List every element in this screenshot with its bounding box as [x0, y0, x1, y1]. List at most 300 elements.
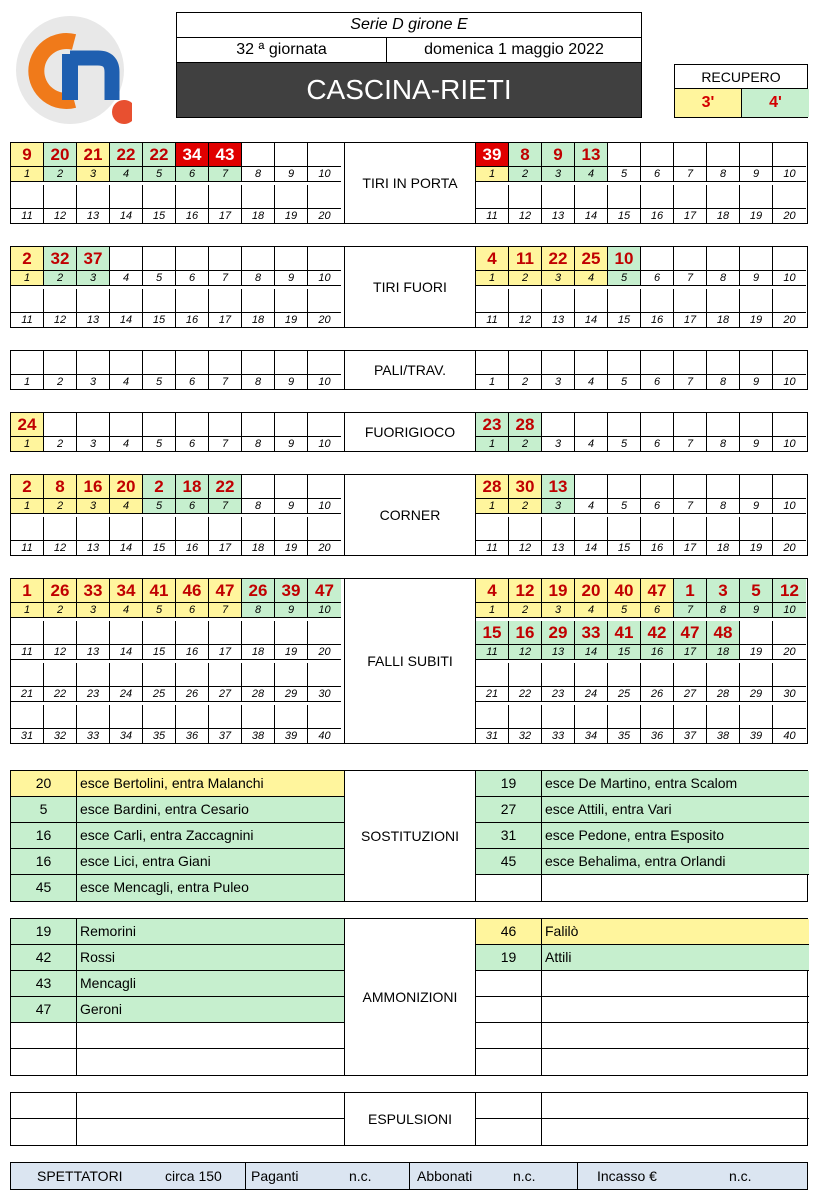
ammonizioni-home-row: [11, 971, 344, 997]
away-falli-value: 29: [542, 621, 575, 645]
away-tiri-porta-minute-slot: 11: [476, 209, 509, 224]
home-fuorigioco-value: [242, 413, 275, 437]
home-tiri-porta-value: 34: [176, 143, 209, 167]
home-tiri-fuori-value: [308, 247, 341, 271]
home-pali-value: [110, 351, 143, 375]
away-corner-minute-slot: 16: [641, 541, 674, 556]
home-tiri-porta-minute-slot: 19: [275, 209, 308, 224]
away-corner-value: [608, 517, 641, 541]
home-corner-value: 2: [143, 475, 176, 499]
home-falli-value: 47: [209, 579, 242, 603]
away-tiri-porta-value: [674, 143, 707, 167]
home-tiri-fuori-value: [275, 247, 308, 271]
home-corner-value: 22: [209, 475, 242, 499]
away-falli-minute-slot: 35: [608, 729, 641, 744]
home-falli-value: [77, 621, 110, 645]
stat-block-tiri-fuori: [10, 246, 808, 328]
away-pali-value: [608, 351, 641, 375]
away-tiri-fuori-value: [707, 247, 740, 271]
home-pali-value: [275, 351, 308, 375]
espulsioni-home-row: [11, 1093, 344, 1119]
home-pali-minute-slot: 4: [110, 375, 143, 390]
away-tiri-fuori-value: [740, 289, 773, 313]
away-falli-value: [542, 663, 575, 687]
away-pali-value: [707, 351, 740, 375]
away-corner-value: [707, 517, 740, 541]
away-corner-value: [575, 517, 608, 541]
espulsioni-home-row: [11, 1119, 344, 1145]
away-tiri-fuori-minute-slot: 9: [740, 271, 773, 286]
stat-label-tiri-porta: TIRI IN PORTA: [344, 143, 476, 223]
home-tiri-fuori-minute-slot: 17: [209, 313, 242, 328]
away-falli-value: 3: [707, 579, 740, 603]
home-tiri-porta-value: 20: [44, 143, 77, 167]
away-corner-value: [575, 475, 608, 499]
home-tiri-fuori-minute-slot: 18: [242, 313, 275, 328]
stat-block-fuorigioco: [10, 412, 808, 452]
home-tiri-fuori-value: [110, 289, 143, 313]
home-tiri-fuori-value: 2: [11, 247, 44, 271]
away-falli-value: [740, 705, 773, 729]
away-falli-value: [674, 663, 707, 687]
event-description: Geroni: [80, 1001, 123, 1017]
home-falli-minute-slot: 32: [44, 729, 77, 744]
away-tiri-porta-value: [740, 143, 773, 167]
home-fuorigioco-value: 24: [11, 413, 44, 437]
away-tiri-fuori-value: 25: [575, 247, 608, 271]
home-tiri-porta-minute-slot: 15: [143, 209, 176, 224]
sostituzioni-home-row: [11, 823, 344, 849]
sostituzioni-away-row: [476, 875, 809, 901]
away-corner-minute-slot: 4: [575, 499, 608, 514]
home-tiri-fuori-value: [143, 247, 176, 271]
home-tiri-porta-minute-slot: 10: [308, 167, 341, 182]
away-fuorigioco-minute-slot: 9: [740, 437, 773, 452]
home-falli-minute-slot: 13: [77, 645, 110, 660]
away-falli-value: [608, 705, 641, 729]
away-falli-minute-slot: 20: [773, 645, 806, 660]
away-falli-value: [575, 663, 608, 687]
away-tiri-porta-value: [773, 143, 806, 167]
away-tiri-fuori-value: [641, 247, 674, 271]
away-tiri-fuori-value: [773, 289, 806, 313]
home-pali-minute-slot: 8: [242, 375, 275, 390]
event-description: Rossi: [80, 949, 116, 965]
home-falli-minute-slot: 29: [275, 687, 308, 702]
home-corner-value: [308, 517, 341, 541]
home-tiri-fuori-minute-slot: 11: [11, 313, 44, 328]
away-tiri-porta-value: [641, 185, 674, 209]
away-falli-minute-slot: 19: [740, 645, 773, 660]
away-falli-minute-slot: 18: [707, 645, 740, 660]
away-corner-minute-slot: 15: [608, 541, 641, 556]
home-tiri-fuori-minute-slot: 19: [275, 313, 308, 328]
event-description: [77, 1119, 344, 1145]
home-falli-minute-slot: 24: [110, 687, 143, 702]
away-corner-minute-slot: 6: [641, 499, 674, 514]
home-falli-minute-slot: 39: [275, 729, 308, 744]
home-tiri-porta-value: 22: [110, 143, 143, 167]
home-tiri-porta-value: [242, 185, 275, 209]
home-pali-value: [77, 351, 110, 375]
home-fuorigioco-value: [143, 413, 176, 437]
home-tiri-porta-minute-slot: 5: [143, 167, 176, 182]
away-pali-value: [641, 351, 674, 375]
away-tiri-fuori-value: [575, 289, 608, 313]
away-fuorigioco-minute-slot: 8: [707, 437, 740, 452]
away-falli-minute-slot: 33: [542, 729, 575, 744]
away-tiri-porta-minute-slot: 14: [575, 209, 608, 224]
home-tiri-fuori-minute-slot: 3: [77, 271, 110, 286]
home-fuorigioco-minute-slot: 5: [143, 437, 176, 452]
home-falli-minute-slot: 26: [176, 687, 209, 702]
event-minute: 20: [11, 771, 77, 796]
home-corner-minute-slot: 15: [143, 541, 176, 556]
event-description: esce Bardini, entra Cesario: [80, 801, 249, 817]
home-corner-value: [242, 517, 275, 541]
home-falli-value: [143, 663, 176, 687]
home-falli-value: [176, 663, 209, 687]
event-description: [542, 1093, 809, 1118]
home-tiri-fuori-value: 37: [77, 247, 110, 271]
away-falli-value: [509, 705, 542, 729]
away-falli-value: 41: [608, 621, 641, 645]
away-tiri-porta-minute-slot: 7: [674, 167, 707, 182]
away-tiri-porta-value: [476, 185, 509, 209]
ammonizioni-away-row: [476, 1049, 809, 1075]
away-tiri-fuori-minute-slot: 13: [542, 313, 575, 328]
home-tiri-fuori-minute-slot: 15: [143, 313, 176, 328]
home-falli-value: 26: [242, 579, 275, 603]
event-minute: [476, 1093, 542, 1118]
paganti-value: n.c.: [349, 1168, 372, 1184]
away-corner-value: [641, 475, 674, 499]
event-minute: 19: [476, 945, 542, 970]
away-corner-minute-slot: 12: [509, 541, 542, 556]
event-minute: [11, 1119, 77, 1145]
espulsioni-label: ESPULSIONI: [344, 1093, 476, 1145]
series-label: Serie D girone E: [177, 13, 641, 38]
home-corner-value: [44, 517, 77, 541]
event-minute: [476, 1119, 542, 1145]
away-falli-minute-slot: 13: [542, 645, 575, 660]
home-falli-value: 1: [11, 579, 44, 603]
away-falli-minute-slot: 1: [476, 603, 509, 618]
away-tiri-fuori-minute-slot: 3: [542, 271, 575, 286]
away-corner-value: [542, 517, 575, 541]
away-falli-minute-slot: 26: [641, 687, 674, 702]
away-corner-value: [773, 517, 806, 541]
away-falli-minute-slot: 38: [707, 729, 740, 744]
home-tiri-fuori-value: [11, 289, 44, 313]
home-corner-minute-slot: 20: [308, 541, 341, 556]
away-fuorigioco-minute-slot: 2: [509, 437, 542, 452]
home-tiri-fuori-value: [209, 247, 242, 271]
away-falli-value: 15: [476, 621, 509, 645]
home-tiri-porta-minute-slot: 17: [209, 209, 242, 224]
home-falli-value: [44, 621, 77, 645]
away-tiri-fuori-minute-slot: 8: [707, 271, 740, 286]
home-tiri-porta-value: [308, 185, 341, 209]
home-falli-value: [242, 621, 275, 645]
stat-label-falli: FALLI SUBITI: [344, 579, 476, 743]
away-corner-minute-slot: 10: [773, 499, 806, 514]
home-falli-value: [308, 621, 341, 645]
away-pali-minute-slot: 7: [674, 375, 707, 390]
recupero-label: RECUPERO: [675, 65, 807, 89]
away-tiri-porta-minute-slot: 12: [509, 209, 542, 224]
event-description: esce Behalima, entra Orlandi: [545, 853, 726, 869]
ammonizioni-home-row: [11, 997, 344, 1023]
away-falli-value: [575, 705, 608, 729]
home-tiri-fuori-value: [110, 247, 143, 271]
match-date: domenica 1 maggio 2022: [424, 41, 604, 58]
home-corner-minute-slot: 12: [44, 541, 77, 556]
away-falli-value: [740, 621, 773, 645]
home-falli-minute-slot: 5: [143, 603, 176, 618]
away-tiri-porta-minute-slot: 6: [641, 167, 674, 182]
away-tiri-fuori-minute-slot: 15: [608, 313, 641, 328]
home-corner-minute-slot: 7: [209, 499, 242, 514]
away-tiri-porta-value: [509, 185, 542, 209]
away-falli-value: [476, 663, 509, 687]
away-tiri-fuori-value: [641, 289, 674, 313]
away-fuorigioco-value: [542, 413, 575, 437]
home-tiri-porta-value: [77, 185, 110, 209]
home-tiri-porta-minute-slot: 18: [242, 209, 275, 224]
home-tiri-porta-value: [275, 143, 308, 167]
home-falli-minute-slot: 2: [44, 603, 77, 618]
home-falli-value: [77, 663, 110, 687]
match-title: CASCINA-RIETI: [177, 63, 641, 117]
away-pali-minute-slot: 1: [476, 375, 509, 390]
away-fuorigioco-minute-slot: 10: [773, 437, 806, 452]
away-falli-minute-slot: 22: [509, 687, 542, 702]
ammonizioni-home-row: [11, 1049, 344, 1075]
event-minute: 19: [11, 919, 77, 944]
home-falli-value: [110, 621, 143, 645]
event-minute: 46: [476, 919, 542, 944]
event-minute: 43: [11, 971, 77, 996]
away-pali-value: [674, 351, 707, 375]
away-falli-minute-slot: 14: [575, 645, 608, 660]
home-falli-value: [176, 705, 209, 729]
away-falli-minute-slot: 21: [476, 687, 509, 702]
event-minute: [11, 1049, 77, 1075]
event-description: [542, 1023, 809, 1048]
home-falli-minute-slot: 18: [242, 645, 275, 660]
away-falli-value: [476, 705, 509, 729]
home-pali-value: [176, 351, 209, 375]
home-tiri-porta-value: [308, 143, 341, 167]
stat-label-corner: CORNER: [344, 475, 476, 555]
away-falli-minute-slot: 3: [542, 603, 575, 618]
away-tiri-fuori-value: [476, 289, 509, 313]
home-tiri-fuori-minute-slot: 20: [308, 313, 341, 328]
home-tiri-porta-minute-slot: 3: [77, 167, 110, 182]
away-tiri-fuori-minute-slot: 6: [641, 271, 674, 286]
home-falli-value: [209, 663, 242, 687]
home-tiri-fuori-minute-slot: 10: [308, 271, 341, 286]
home-falli-value: [242, 663, 275, 687]
away-tiri-fuori-value: [674, 247, 707, 271]
home-tiri-fuori-minute-slot: 4: [110, 271, 143, 286]
away-tiri-porta-minute-slot: 1: [476, 167, 509, 182]
home-corner-minute-slot: 11: [11, 541, 44, 556]
away-falli-minute-slot: 29: [740, 687, 773, 702]
event-minute: 19: [476, 771, 542, 796]
away-corner-minute-slot: 3: [542, 499, 575, 514]
home-corner-minute-slot: 2: [44, 499, 77, 514]
away-falli-minute-slot: 7: [674, 603, 707, 618]
away-fuorigioco-value: [641, 413, 674, 437]
home-tiri-porta-value: [275, 185, 308, 209]
attendance-footer: [10, 1162, 808, 1190]
home-tiri-porta-minute-slot: 7: [209, 167, 242, 182]
event-minute: 45: [11, 875, 77, 901]
sostituzioni-home-row: [11, 797, 344, 823]
home-corner-minute-slot: 1: [11, 499, 44, 514]
away-fuorigioco-value: [674, 413, 707, 437]
away-tiri-porta-minute-slot: 17: [674, 209, 707, 224]
home-pali-minute-slot: 5: [143, 375, 176, 390]
away-fuorigioco-value: [740, 413, 773, 437]
away-tiri-fuori-minute-slot: 20: [773, 313, 806, 328]
away-falli-value: 12: [773, 579, 806, 603]
home-falli-value: [110, 705, 143, 729]
away-fuorigioco-value: [707, 413, 740, 437]
home-falli-minute-slot: 37: [209, 729, 242, 744]
sostituzioni-away-row: [476, 823, 809, 849]
home-tiri-fuori-minute-slot: 2: [44, 271, 77, 286]
home-falli-minute-slot: 10: [308, 603, 341, 618]
sostituzioni-home-row: [11, 875, 344, 901]
stat-label-fuorigioco: FUORIGIOCO: [344, 413, 476, 451]
home-tiri-porta-minute-slot: 2: [44, 167, 77, 182]
home-tiri-fuori-value: [77, 289, 110, 313]
ammonizioni-table: [10, 918, 808, 1076]
away-falli-minute-slot: 34: [575, 729, 608, 744]
home-corner-value: [275, 475, 308, 499]
home-falli-minute-slot: 17: [209, 645, 242, 660]
abbonati-value: n.c.: [513, 1168, 536, 1184]
away-corner-minute-slot: 8: [707, 499, 740, 514]
away-tiri-fuori-value: [608, 289, 641, 313]
home-tiri-fuori-value: [143, 289, 176, 313]
away-falli-minute-slot: 28: [707, 687, 740, 702]
home-tiri-fuori-value: [176, 289, 209, 313]
away-tiri-fuori-minute-slot: 1: [476, 271, 509, 286]
away-falli-value: 42: [641, 621, 674, 645]
home-corner-minute-slot: 19: [275, 541, 308, 556]
away-corner-value: [509, 517, 542, 541]
home-fuorigioco-value: [77, 413, 110, 437]
home-falli-minute-slot: 8: [242, 603, 275, 618]
away-corner-minute-slot: 5: [608, 499, 641, 514]
away-falli-minute-slot: 17: [674, 645, 707, 660]
event-minute: [476, 997, 542, 1022]
event-minute: [476, 875, 542, 901]
away-fuorigioco-minute-slot: 6: [641, 437, 674, 452]
home-falli-minute-slot: 23: [77, 687, 110, 702]
away-corner-minute-slot: 18: [707, 541, 740, 556]
home-tiri-porta-value: [242, 143, 275, 167]
home-corner-value: [209, 517, 242, 541]
home-falli-value: [275, 621, 308, 645]
away-pali-minute-slot: 6: [641, 375, 674, 390]
away-tiri-fuori-value: [773, 247, 806, 271]
home-tiri-fuori-value: [44, 289, 77, 313]
home-fuorigioco-minute-slot: 9: [275, 437, 308, 452]
home-falli-value: 33: [77, 579, 110, 603]
home-corner-value: [143, 517, 176, 541]
away-falli-value: [641, 705, 674, 729]
away-corner-value: [641, 517, 674, 541]
team-logo: [12, 14, 132, 130]
home-tiri-porta-minute-slot: 11: [11, 209, 44, 224]
event-description: Falilò: [545, 923, 579, 939]
event-description: Mencagli: [80, 975, 137, 991]
away-falli-value: [542, 705, 575, 729]
home-corner-minute-slot: 14: [110, 541, 143, 556]
home-fuorigioco-value: [44, 413, 77, 437]
home-tiri-fuori-value: [242, 247, 275, 271]
home-corner-value: [308, 475, 341, 499]
event-description: esce Lici, entra Giani: [80, 853, 211, 869]
ammonizioni-home-row: [11, 919, 344, 945]
event-description: esce Carli, entra Zaccagnini: [80, 827, 254, 843]
home-falli-minute-slot: 20: [308, 645, 341, 660]
away-falli-value: 5: [740, 579, 773, 603]
home-fuorigioco-minute-slot: 1: [11, 437, 44, 452]
away-pali-minute-slot: 2: [509, 375, 542, 390]
home-falli-minute-slot: 15: [143, 645, 176, 660]
home-corner-minute-slot: 4: [110, 499, 143, 514]
home-falli-minute-slot: 7: [209, 603, 242, 618]
event-description: [77, 1049, 344, 1075]
home-tiri-fuori-minute-slot: 13: [77, 313, 110, 328]
away-falli-value: [773, 705, 806, 729]
away-corner-value: [674, 475, 707, 499]
spettatori-value: circa 150: [165, 1168, 222, 1184]
away-falli-minute-slot: 37: [674, 729, 707, 744]
home-tiri-porta-minute-slot: 9: [275, 167, 308, 182]
recupero-second-half: 4': [742, 89, 809, 117]
home-tiri-fuori-minute-slot: 7: [209, 271, 242, 286]
home-corner-minute-slot: 6: [176, 499, 209, 514]
away-falli-value: 20: [575, 579, 608, 603]
away-tiri-porta-minute-slot: 18: [707, 209, 740, 224]
ammonizioni-away-row: [476, 971, 809, 997]
away-tiri-porta-minute-slot: 13: [542, 209, 575, 224]
event-minute: [11, 1093, 77, 1118]
home-falli-minute-slot: 27: [209, 687, 242, 702]
stat-block-tiri-porta: [10, 142, 808, 224]
home-corner-minute-slot: 10: [308, 499, 341, 514]
away-corner-minute-slot: 20: [773, 541, 806, 556]
home-falli-minute-slot: 12: [44, 645, 77, 660]
stat-block-corner: [10, 474, 808, 556]
away-falli-value: 4: [476, 579, 509, 603]
recupero-box: [674, 64, 808, 118]
home-tiri-fuori-minute-slot: 14: [110, 313, 143, 328]
home-falli-minute-slot: 36: [176, 729, 209, 744]
home-corner-minute-slot: 9: [275, 499, 308, 514]
home-tiri-porta-minute-slot: 6: [176, 167, 209, 182]
ammonizioni-label: AMMONIZIONI: [344, 919, 476, 1075]
home-tiri-porta-minute-slot: 14: [110, 209, 143, 224]
away-falli-value: [608, 663, 641, 687]
